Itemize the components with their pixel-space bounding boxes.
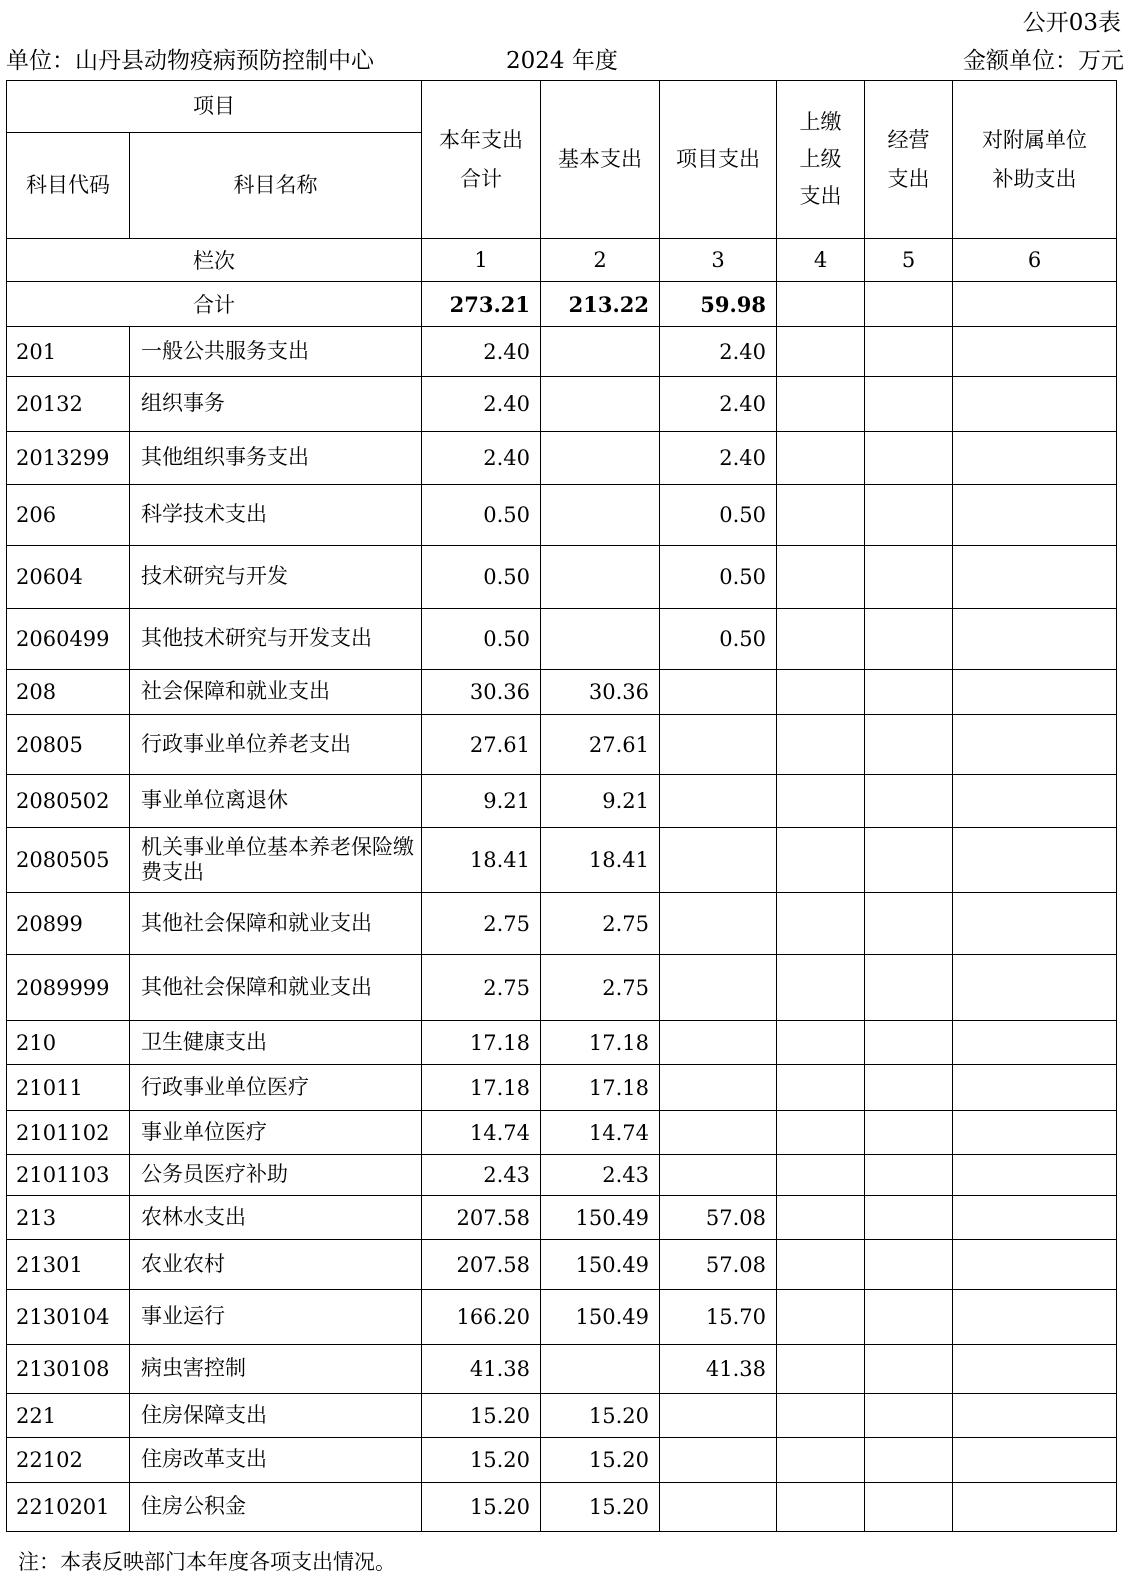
value-basic: 15.20 [541, 1438, 660, 1483]
value-basic: 27.61 [541, 715, 660, 775]
header-upper-line2: 上级 [799, 147, 842, 172]
unit-name: 单位：山丹县动物疫病预防控制中心 [6, 48, 374, 74]
value-basic: 2.75 [541, 893, 660, 955]
value-subsidy [953, 1290, 1117, 1345]
money-unit: 金额单位：万元 [963, 48, 1124, 74]
report-header [6, 42, 1124, 76]
value-basic: 9.21 [541, 775, 660, 828]
value-subsidy [953, 1155, 1117, 1196]
table-row [7, 1111, 1117, 1155]
report-year: 2024 年度 [506, 48, 618, 74]
subject-name: 农业农村 [130, 1240, 422, 1290]
subject-name: 农林水支出 [130, 1196, 422, 1240]
value-business [865, 1155, 953, 1196]
table-row [7, 715, 1117, 775]
value-subsidy [953, 1065, 1117, 1111]
value-basic: 2.43 [541, 1155, 660, 1196]
value-project: 2.40 [660, 327, 777, 377]
subject-name: 事业单位医疗 [130, 1111, 422, 1155]
value-basic: 14.74 [541, 1111, 660, 1155]
total-cell: 273.21 [422, 282, 541, 327]
subject-code: 20132 [7, 377, 130, 432]
value-total: 207.58 [422, 1240, 541, 1290]
value-subsidy [953, 609, 1117, 670]
value-subsidy [953, 1345, 1117, 1394]
value-business [865, 485, 953, 546]
value-business [865, 327, 953, 377]
value-upper [777, 1240, 865, 1290]
subject-name: 其他社会保障和就业支出 [130, 893, 422, 955]
value-total: 0.50 [422, 546, 541, 609]
subject-name: 科学技术支出 [130, 485, 422, 546]
value-total: 27.61 [422, 715, 541, 775]
value-subsidy [953, 955, 1117, 1021]
subject-code: 20604 [7, 546, 130, 609]
value-business [865, 1290, 953, 1345]
value-total: 9.21 [422, 775, 541, 828]
table-row [7, 1155, 1117, 1196]
table-row [7, 546, 1117, 609]
table-row [7, 485, 1117, 546]
value-total: 0.50 [422, 609, 541, 670]
table-row [7, 893, 1117, 955]
subject-code: 2101103 [7, 1155, 130, 1196]
seq-row [7, 239, 1117, 282]
value-upper [777, 715, 865, 775]
subject-code: 22102 [7, 1438, 130, 1483]
value-business [865, 1345, 953, 1394]
header-total-line2: 合计 [460, 166, 502, 191]
header-business-line1: 经营 [887, 127, 930, 152]
header-basic: 基本支出 [541, 81, 660, 239]
subject-name: 住房改革支出 [130, 1438, 422, 1483]
value-total: 2.40 [422, 377, 541, 432]
header-project-expense: 项目支出 [660, 81, 777, 239]
value-total: 14.74 [422, 1111, 541, 1155]
value-subsidy [953, 1021, 1117, 1065]
subject-name: 病虫害控制 [130, 1345, 422, 1394]
subject-name: 住房公积金 [130, 1483, 422, 1532]
table-row [7, 1345, 1117, 1394]
value-total: 2.43 [422, 1155, 541, 1196]
seq-cell: 2 [541, 239, 660, 282]
subject-code: 201 [7, 327, 130, 377]
value-total: 18.41 [422, 828, 541, 893]
subject-code: 2101102 [7, 1111, 130, 1155]
value-business [865, 432, 953, 485]
value-total: 17.18 [422, 1065, 541, 1111]
value-project [660, 828, 777, 893]
value-basic: 150.49 [541, 1240, 660, 1290]
subject-name: 住房保障支出 [130, 1394, 422, 1438]
seq-cell: 1 [422, 239, 541, 282]
seq-cell: 5 [865, 239, 953, 282]
seq-label: 栏次 [7, 239, 422, 282]
value-business [865, 1065, 953, 1111]
subject-name: 事业单位离退休 [130, 775, 422, 828]
subject-name: 社会保障和就业支出 [130, 670, 422, 715]
total-cell [865, 282, 953, 327]
value-subsidy [953, 1394, 1117, 1438]
header-row-1 [7, 81, 1117, 133]
value-upper [777, 1196, 865, 1240]
header-upper-line3: 支出 [799, 183, 842, 208]
table-row [7, 1021, 1117, 1065]
value-total: 30.36 [422, 670, 541, 715]
value-business [865, 546, 953, 609]
total-cell: 213.22 [541, 282, 660, 327]
subject-code: 2130108 [7, 1345, 130, 1394]
value-project [660, 1438, 777, 1483]
value-basic [541, 546, 660, 609]
header-total-line1: 本年支出 [439, 127, 523, 152]
value-business [865, 1483, 953, 1532]
value-project [660, 1111, 777, 1155]
subject-name: 组织事务 [130, 377, 422, 432]
total-cell [953, 282, 1117, 327]
header-subsidy-line1: 对附属单位 [982, 127, 1087, 152]
value-basic: 17.18 [541, 1021, 660, 1065]
value-project [660, 670, 777, 715]
subject-code: 2013299 [7, 432, 130, 485]
subject-name: 机关事业单位基本养老保险缴费支出 [130, 828, 422, 893]
subject-name: 一般公共服务支出 [130, 327, 422, 377]
subject-name: 事业运行 [130, 1290, 422, 1345]
value-basic: 17.18 [541, 1065, 660, 1111]
value-business [865, 955, 953, 1021]
value-subsidy [953, 485, 1117, 546]
table-row [7, 828, 1117, 893]
value-subsidy [953, 893, 1117, 955]
value-subsidy [953, 1196, 1117, 1240]
header-subsidy [953, 81, 1117, 239]
value-project: 0.50 [660, 546, 777, 609]
value-upper [777, 1021, 865, 1065]
value-project [660, 893, 777, 955]
table-row [7, 1438, 1117, 1483]
table-row [7, 609, 1117, 670]
value-upper [777, 546, 865, 609]
value-upper [777, 377, 865, 432]
total-row [7, 282, 1117, 327]
value-basic: 150.49 [541, 1196, 660, 1240]
value-project [660, 715, 777, 775]
table-row [7, 1065, 1117, 1111]
value-basic [541, 377, 660, 432]
header-upper-line1: 上缴 [799, 110, 842, 135]
subject-code: 20899 [7, 893, 130, 955]
value-basic: 30.36 [541, 670, 660, 715]
value-basic: 15.20 [541, 1394, 660, 1438]
value-project: 2.40 [660, 432, 777, 485]
subject-name: 卫生健康支出 [130, 1021, 422, 1065]
value-business [865, 609, 953, 670]
value-business [865, 828, 953, 893]
value-project [660, 775, 777, 828]
value-project: 57.08 [660, 1196, 777, 1240]
expenditure-table [6, 80, 1117, 1532]
value-total: 207.58 [422, 1196, 541, 1240]
value-project: 41.38 [660, 1345, 777, 1394]
value-project: 2.40 [660, 377, 777, 432]
table-row [7, 670, 1117, 715]
header-name: 科目名称 [130, 133, 422, 239]
subject-code: 210 [7, 1021, 130, 1065]
subject-code: 206 [7, 485, 130, 546]
table-row [7, 1290, 1117, 1345]
value-upper [777, 1290, 865, 1345]
table-row [7, 1483, 1117, 1532]
value-business [865, 377, 953, 432]
value-basic [541, 485, 660, 546]
total-label: 合计 [7, 282, 422, 327]
value-subsidy [953, 828, 1117, 893]
value-business [865, 670, 953, 715]
value-basic [541, 609, 660, 670]
subject-code: 2130104 [7, 1290, 130, 1345]
header-total [422, 81, 541, 239]
value-upper [777, 327, 865, 377]
value-upper [777, 1065, 865, 1111]
value-basic: 150.49 [541, 1290, 660, 1345]
value-subsidy [953, 670, 1117, 715]
value-upper [777, 1394, 865, 1438]
value-total: 41.38 [422, 1345, 541, 1394]
subject-code: 208 [7, 670, 130, 715]
value-total: 0.50 [422, 485, 541, 546]
subject-name: 技术研究与开发 [130, 546, 422, 609]
value-business [865, 1111, 953, 1155]
value-total: 15.20 [422, 1394, 541, 1438]
value-project [660, 955, 777, 1021]
value-total: 2.75 [422, 955, 541, 1021]
value-basic [541, 1345, 660, 1394]
table-row [7, 955, 1117, 1021]
value-subsidy [953, 327, 1117, 377]
value-business [865, 775, 953, 828]
value-total: 2.40 [422, 327, 541, 377]
value-total: 15.20 [422, 1438, 541, 1483]
subject-code: 213 [7, 1196, 130, 1240]
value-basic: 2.75 [541, 955, 660, 1021]
value-project: 0.50 [660, 485, 777, 546]
seq-cell: 6 [953, 239, 1117, 282]
value-basic: 15.20 [541, 1483, 660, 1532]
header-project: 项目 [7, 81, 422, 133]
table-row [7, 775, 1117, 828]
subject-code: 221 [7, 1394, 130, 1438]
value-total: 17.18 [422, 1021, 541, 1065]
header-subsidy-line2: 补助支出 [992, 166, 1077, 191]
subject-code: 2210201 [7, 1483, 130, 1532]
table-row [7, 1240, 1117, 1290]
value-business [865, 1021, 953, 1065]
header-business [865, 81, 953, 239]
value-business [865, 715, 953, 775]
value-project [660, 1155, 777, 1196]
value-total: 2.40 [422, 432, 541, 485]
value-subsidy [953, 432, 1117, 485]
value-total: 2.75 [422, 893, 541, 955]
table-row [7, 1196, 1117, 1240]
header-business-line2: 支出 [887, 166, 930, 191]
value-project: 0.50 [660, 609, 777, 670]
subject-name: 行政事业单位养老支出 [130, 715, 422, 775]
subject-code: 21301 [7, 1240, 130, 1290]
total-cell: 59.98 [660, 282, 777, 327]
value-subsidy [953, 1438, 1117, 1483]
subject-name: 其他社会保障和就业支出 [130, 955, 422, 1021]
subject-code: 2089999 [7, 955, 130, 1021]
value-upper [777, 609, 865, 670]
header-upper [777, 81, 865, 239]
value-project: 57.08 [660, 1240, 777, 1290]
subject-name: 公务员医疗补助 [130, 1155, 422, 1196]
value-upper [777, 485, 865, 546]
table-note: 注：本表反映部门本年度各项支出情况。 [18, 1550, 396, 1574]
value-upper [777, 1345, 865, 1394]
value-upper [777, 828, 865, 893]
value-upper [777, 955, 865, 1021]
value-total: 15.20 [422, 1483, 541, 1532]
seq-cell: 4 [777, 239, 865, 282]
seq-cell: 3 [660, 239, 777, 282]
value-upper [777, 775, 865, 828]
value-subsidy [953, 377, 1117, 432]
table-row [7, 327, 1117, 377]
subject-name: 其他组织事务支出 [130, 432, 422, 485]
value-upper [777, 1438, 865, 1483]
value-business [865, 1438, 953, 1483]
value-business [865, 1240, 953, 1290]
value-subsidy [953, 546, 1117, 609]
value-subsidy [953, 775, 1117, 828]
table-row [7, 1394, 1117, 1438]
subject-code: 2080502 [7, 775, 130, 828]
table-row [7, 432, 1117, 485]
value-basic [541, 432, 660, 485]
subject-name: 行政事业单位医疗 [130, 1065, 422, 1111]
total-cell [777, 282, 865, 327]
value-project: 15.70 [660, 1290, 777, 1345]
value-basic [541, 327, 660, 377]
value-business [865, 1394, 953, 1438]
subject-code: 2060499 [7, 609, 130, 670]
value-project [660, 1065, 777, 1111]
value-upper [777, 432, 865, 485]
table-row [7, 377, 1117, 432]
subject-code: 2080505 [7, 828, 130, 893]
value-subsidy [953, 1240, 1117, 1290]
subject-code: 20805 [7, 715, 130, 775]
value-upper [777, 893, 865, 955]
value-basic: 18.41 [541, 828, 660, 893]
form-code: 公开03表 [1022, 10, 1121, 36]
value-project [660, 1394, 777, 1438]
subject-code: 21011 [7, 1065, 130, 1111]
value-project [660, 1483, 777, 1532]
header-code: 科目代码 [7, 133, 130, 239]
value-subsidy [953, 715, 1117, 775]
value-subsidy [953, 1483, 1117, 1532]
value-project [660, 1021, 777, 1065]
subject-name: 其他技术研究与开发支出 [130, 609, 422, 670]
value-upper [777, 1483, 865, 1532]
value-business [865, 893, 953, 955]
value-upper [777, 1111, 865, 1155]
value-upper [777, 1155, 865, 1196]
value-total: 166.20 [422, 1290, 541, 1345]
value-subsidy [953, 1111, 1117, 1155]
value-business [865, 1196, 953, 1240]
value-upper [777, 670, 865, 715]
